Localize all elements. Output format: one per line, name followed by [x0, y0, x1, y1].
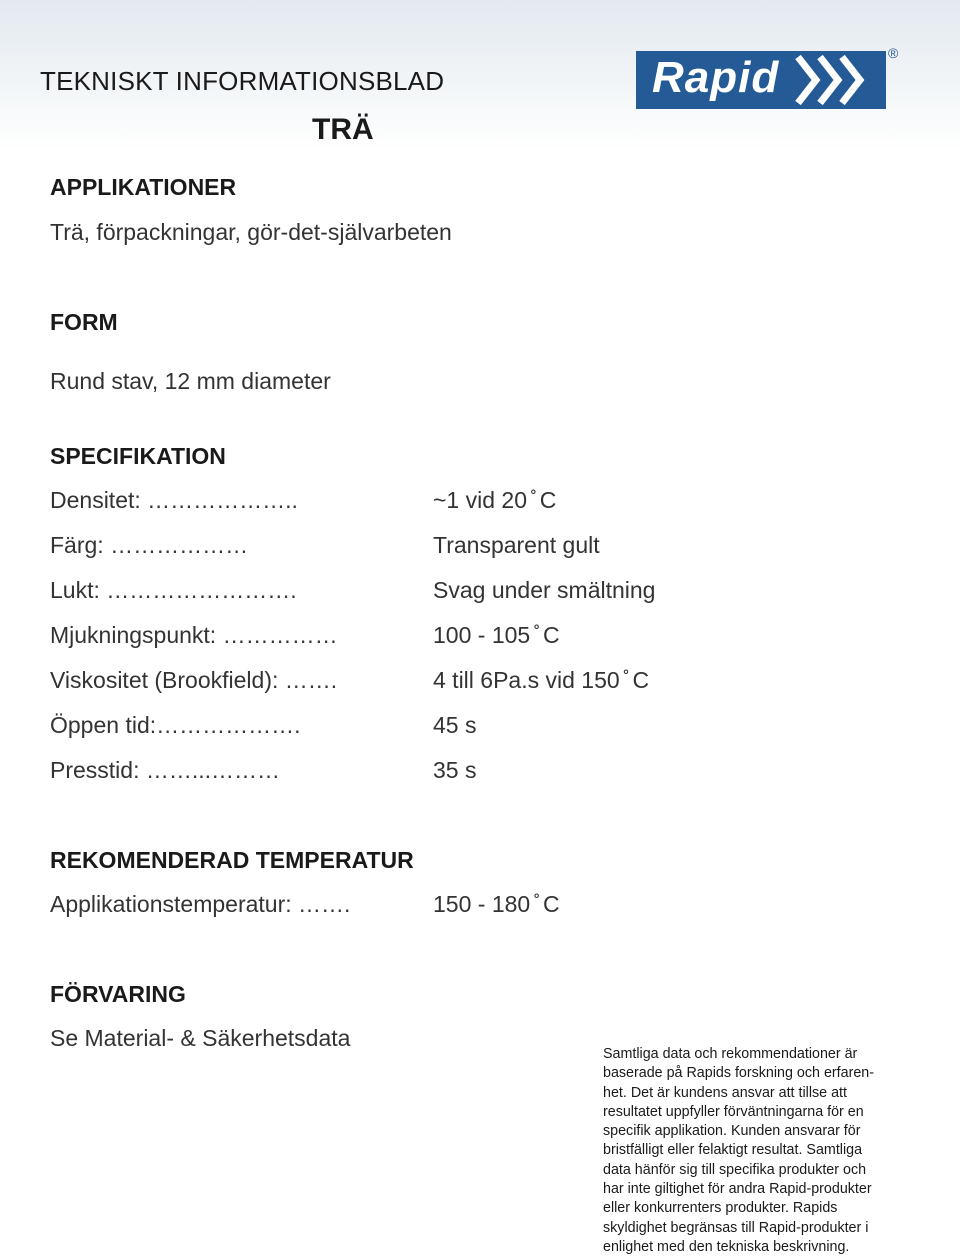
spec-row-farg: [50, 532, 910, 562]
disclaimer-line: skyldighet begränsas till Rapid-produkter i: [603, 1219, 869, 1236]
spec-value: 100 - 105 ̊ C: [433, 622, 560, 648]
document-title: TEKNISKT INFORMATIONSBLAD: [40, 66, 445, 96]
disclaimer-line: har inte giltighet för andra Rapid-produkter: [603, 1181, 872, 1198]
spec-value: ~1 vid 20 ̊ C: [433, 487, 557, 513]
spec-row-viskositet: [50, 667, 910, 697]
disclaimer-line: specifik applikation. Kunden ansvarar för: [603, 1123, 861, 1140]
section-heading-form: FORM: [50, 309, 118, 335]
spec-value: 35 s: [433, 757, 477, 783]
disclaimer-line: eller konkurrenters produkter. Rapids: [603, 1200, 838, 1217]
logo-chevrons-icon: [786, 51, 886, 109]
registered-mark: ®: [888, 45, 899, 61]
disclaimer-line: baserade på Rapids forskning och erfaren-: [603, 1065, 875, 1082]
temperature-value: 150 - 180 ̊ C: [433, 891, 560, 917]
spec-label: Viskositet (Brookfield): …….: [50, 667, 338, 693]
rapid-logo: [636, 45, 904, 112]
spec-row-mjukningspunkt: [50, 622, 910, 652]
disclaimer-line: data hänför sig till specifika produkter och: [603, 1161, 867, 1178]
spec-value: 4 till 6Pa.s vid 150 ̊ C: [433, 667, 650, 693]
spec-row-oppen-tid: [50, 712, 910, 742]
spec-label: Öppen tid:……………….: [50, 712, 301, 738]
spec-value: Transparent gult: [433, 532, 600, 558]
disclaimer-line: Samtliga data och rekommendationer är: [603, 1046, 858, 1062]
spec-row-lukt: [50, 577, 910, 607]
disclaimer-line: enlighet med den tekniska beskrivning.: [603, 1238, 850, 1255]
spec-label: Densitet: ………………..: [50, 487, 298, 513]
disclaimer-line: bristfälligt eller felaktigt resultat. Samtliga: [603, 1142, 863, 1159]
product-subject: TRÄ: [312, 113, 374, 146]
temperature-row: [50, 891, 910, 921]
spec-label: Färg: ………………: [50, 532, 249, 558]
spec-value: Svag under smältning: [433, 577, 656, 603]
spec-label: Lukt: …………………….: [50, 577, 297, 603]
spec-row-densitet: [50, 487, 910, 517]
disclaimer-line: resultatet uppfyller förväntningarna för en: [603, 1103, 864, 1120]
spec-label: Presstid: ……...………: [50, 757, 281, 783]
spec-row-presstid: [50, 757, 910, 787]
spec-label: Mjukningspunkt: ……………: [50, 622, 338, 648]
form-text: Rund stav, 12 mm diameter: [50, 368, 331, 394]
temperature-label: Applikationstemperatur: …….: [50, 891, 351, 917]
section-heading-applikationer: APPLIKATIONER: [50, 174, 237, 200]
forvaring-text: Se Material- & Säkerhetsdata: [50, 1025, 351, 1051]
section-heading-specifikation: SPECIFIKATION: [50, 443, 226, 469]
applikationer-text: Trä, förpackningar, gör-det-självarbeten: [50, 219, 452, 245]
section-heading-temperatur: REKOMENDERAD TEMPERATUR: [50, 847, 414, 873]
disclaimer-line: het. Det är kundens ansvar att tillse att: [603, 1084, 847, 1101]
logo-wordmark: Rapid: [652, 53, 780, 102]
disclaimer: [603, 1045, 913, 1257]
section-heading-forvaring: FÖRVARING: [50, 981, 186, 1007]
spec-value: 45 s: [433, 712, 477, 738]
